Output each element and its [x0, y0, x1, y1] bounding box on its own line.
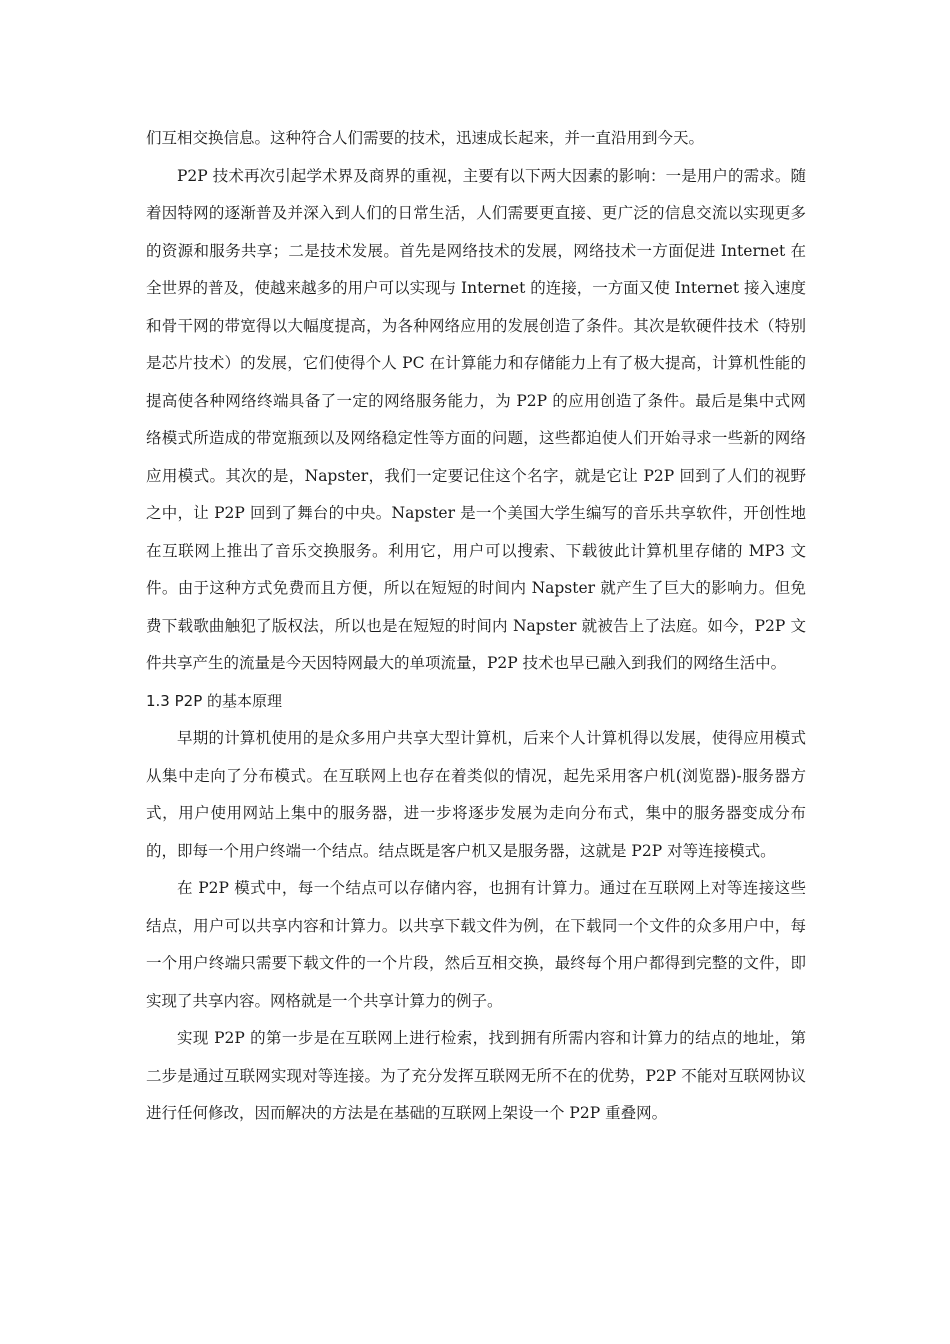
- paragraph-p2p-steps: 实现 P2P 的第一步是在互联网上进行检索，找到拥有所需内容和计算力的结点的地址，第二步是通过互联网实现对等连接。为了充分发挥互联网无所不在的优势，P2P 不能对互联网协议进行任何修改，因而解决的方法是在基础的互联网上架设一个 P2P 重叠网。: [146, 1029, 806, 1122]
- paragraph-continuation: 们互相交换信息。这种符合人们需要的技术，迅速成长起来，并一直沿用到今天。: [146, 129, 705, 147]
- section-heading: 1.3 P2P 的基本原理: [146, 691, 283, 710]
- paragraph-p2p-revival: P2P 技术再次引起学术界及商界的重视，主要有以下两大因素的影响：一是用户的需求。随着因特网的逐渐普及并深入到人们的日常生活，人们需要更直接、更广泛的信息交流以实现更多的资源和服务共享；二是技术发展。首先是网络技术的发展，网络技术一方面促进 Internet 在全世界的普及，使越来越多的用户可以实现与 Internet 的连接，一方面又使 Internet 接入速度和骨干网的带宽得以大幅度提高，为各种网络应用的发展创造了条件。其次是软硬件技术（特别是芯片技术）的发展，它们使得个人 PC 在计算能力和存储能力上有了极大提高，计算机性能的提高使各种网络终端具备了一定的网络服务能力，为 P2P 的应用创造了条件。最后是集中式网络模式所造成的带宽瓶颈以及网络稳定性等方面的问题，这些都迫使人们开始寻求一些新的网络应用模式。其次的是，Napster，我们一定要记住这个名字，就是它让 P2P 回到了人们的视野之中，让 P2P 回到了舞台的中央。Napster 是一个美国大学生编写的音乐共享软件，开创性地在互联网上推出了音乐交换服务。利用它，用户可以搜索、下载彼此计算机里存储的 MP3 文件。由于这种方式免费而且方便，所以在短短的时间内 Napster 就产生了巨大的影响力。但免费下载歌曲触犯了版权法，所以也是在短短的时间内 Napster 就被告上了法庭。如今，P2P 文件共享产生的流量是今天因特网最大的单项流量，P2P 技术也早已融入到我们的网络生活中。: [146, 166, 806, 672]
- paragraph-p2p-mode: 在 P2P 模式中，每一个结点可以存储内容，也拥有计算力。通过在互联网上对等连接这些结点，用户可以共享内容和计算力。以共享下载文件为例，在下载同一个文件的众多用户中，每一个用户终端只需要下载文件的一个片段，然后互相交换，最终每个用户都得到完整的文件，即实现了共享内容。网格就是一个共享计算力的例子。: [146, 879, 806, 1010]
- paragraph-early-computing: 早期的计算机使用的是众多用户共享大型计算机，后来个人计算机得以发展，使得应用模式从集中走向了分布模式。在互联网上也存在着类似的情况，起先采用客户机(浏览器)-服务器方式，用户使用网站上集中的服务器，进一步将逐步发展为走向分布式，集中的服务器变成分布的，即每一个用户终端一个结点。结点既是客户机又是服务器，这就是 P2P 对等连接模式。: [146, 729, 806, 860]
- document-page: [146, 120, 806, 1133]
